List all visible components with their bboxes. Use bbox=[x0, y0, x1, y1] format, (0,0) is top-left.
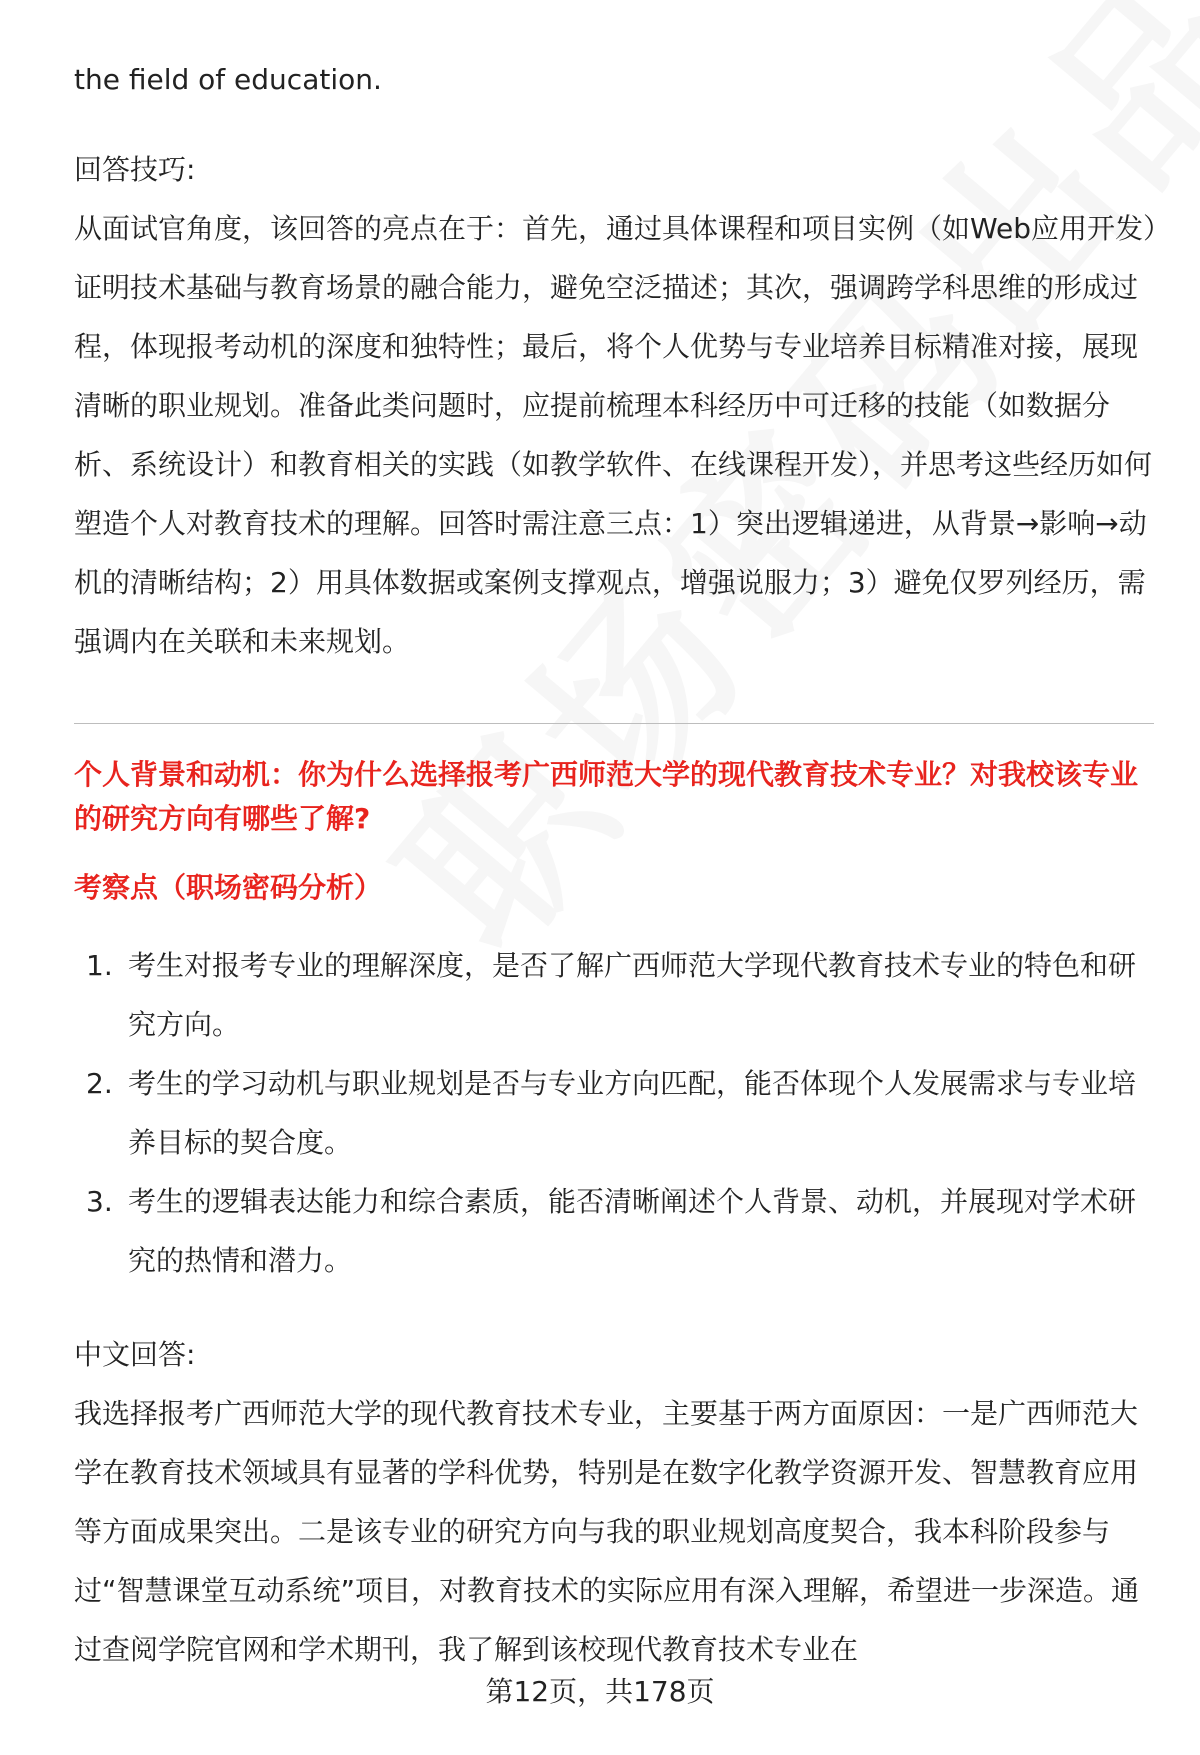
list-item bbox=[74, 936, 1159, 1054]
answer-body: 我选择报考广西师范大学的现代教育技术专业，主要基于两方面原因：一是广西师范大学在教育技术领域具有显著的学科优势，特别是在数字化教学资源开发、智慧教育应用等方面成果突出。二是该专业的研究方向与我的职业规划高度契合，我本科阶段参与过“智慧课堂互动系统”项目，对教育技术的实际应用有深入理解，希望进一步深造。通过查阅学院官网和学术期刊，我了解到该校现代教育技术专业在 bbox=[74, 1397, 1140, 1666]
question-heading: 个人背景和动机：你为什么选择报考广西师范大学的现代教育技术专业？对我校该专业的研究方向有哪些了解? bbox=[74, 758, 1139, 835]
assessment-points-list bbox=[74, 936, 1159, 1290]
list-item bbox=[74, 1054, 1159, 1172]
list-item-number: 1. bbox=[86, 949, 113, 982]
list-item-number: 2. bbox=[86, 1067, 113, 1100]
section-divider bbox=[74, 723, 1154, 724]
list-item-text: 考生的学习动机与职业规划是否与专业方向匹配，能否体现个人发展需求与专业培养目标的契合度。 bbox=[128, 1067, 1137, 1159]
tips-label: 回答技巧: bbox=[74, 153, 196, 186]
list-item-number: 3. bbox=[86, 1185, 113, 1218]
page-number-footer: 第12页，共178页 bbox=[485, 1675, 715, 1708]
tips-body: 从面试官角度，该回答的亮点在于：首先，通过具体课程和项目实例（如Web应用开发）证明技术基础与教育场景的融合能力，避免空泛描述；其次，强调跨学科思维的形成过程，体现报考动机的深度和独特性；最后，将个人优势与专业培养目标精准对接，展现清晰的职业规划。准备此类问题时，应提前梳理本科经历中可迁移的技能（如数据分析、系统设计）和教育相关的实践（如教学软件、在线课程开发），并思考这些经历如何塑造个人对教育技术的理解。回答时需注意三点：1）突出逻辑递进，从背景→影响→动机的清晰结构；2）用具体数据或案例支撑观点，增强说服力；3）避免仅罗列经历，需强调内在关联和未来规划。 bbox=[74, 212, 1158, 658]
assessment-points-heading: 考察点（职场密码分析） bbox=[74, 871, 383, 904]
list-item-text: 考生的逻辑表达能力和综合素质，能否清晰阐述个人背景、动机，并展现对学术研究的热情和潜力。 bbox=[128, 1185, 1137, 1277]
intro-text: the field of education. bbox=[74, 63, 382, 96]
list-item-text: 考生对报考专业的理解深度，是否了解广西师范大学现代教育技术专业的特色和研究方向。 bbox=[128, 949, 1137, 1041]
list-item bbox=[74, 1172, 1159, 1290]
answer-label: 中文回答: bbox=[74, 1338, 196, 1371]
